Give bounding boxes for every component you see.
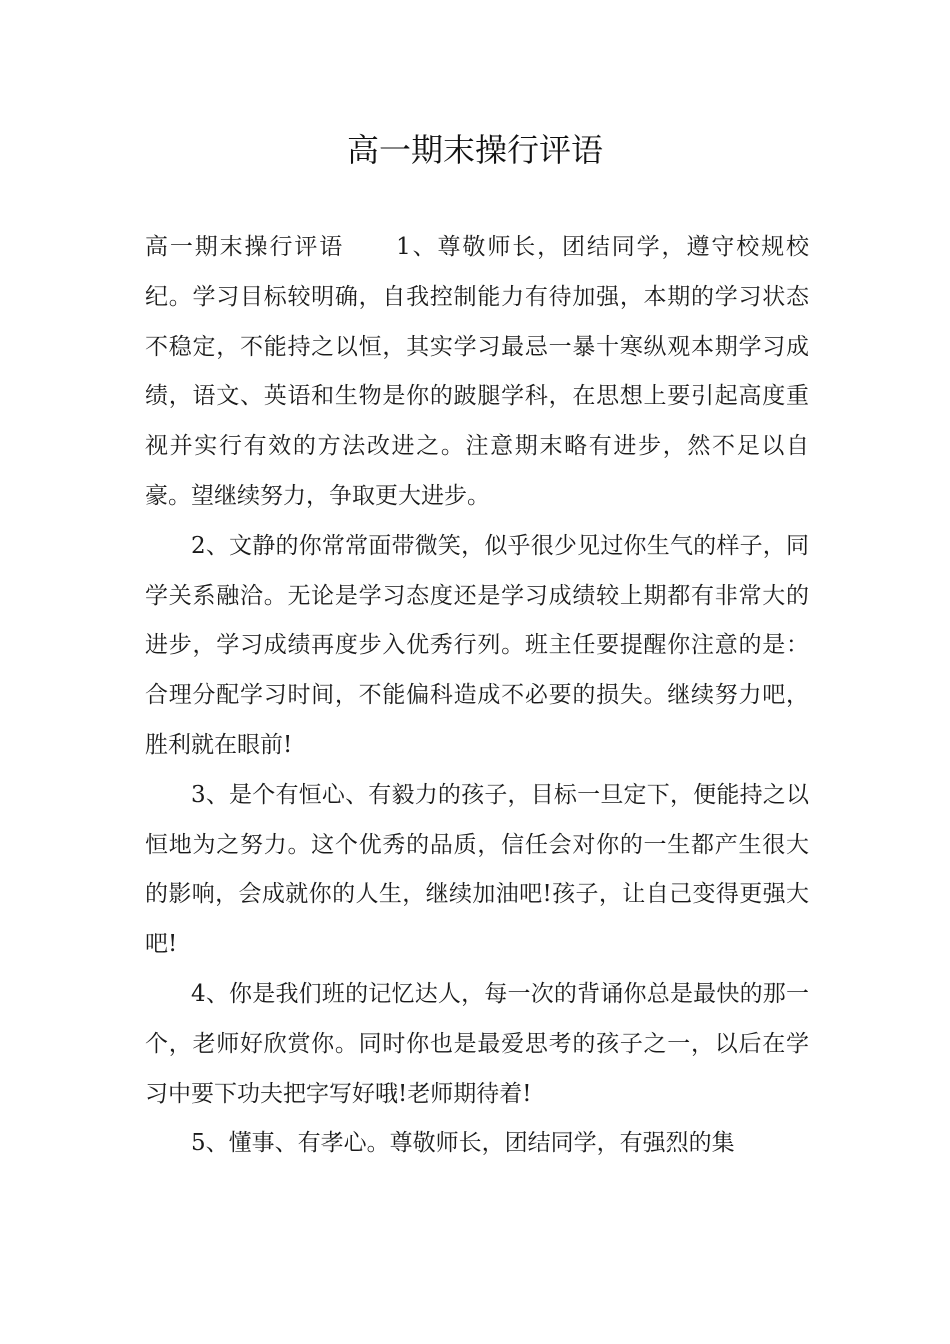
intro-heading: 高一期末操行评语	[145, 234, 345, 260]
document-body	[145, 223, 809, 1169]
page-title: 高一期末操行评语	[346, 131, 603, 169]
paragraph-4: 4、你是我们班的记忆达人，每一次的背诵你总是最快的那一个，老师好欣赏你。同时你也是最爱思考的孩子之一，以后在学习中要下功夫把字写好哦!老师期待着!	[145, 980, 809, 1107]
paragraph-3: 3、是个有恒心、有毅力的孩子，目标一旦定下，便能持之以恒地为之努力。这个优秀的品质，信任会对你的一生都产生很大的影响，会成就你的人生，继续加油吧!孩子，让自己变得更强大吧!	[145, 781, 809, 958]
paragraph-5: 5、懂事、有孝心。尊敬师长，团结同学，有强烈的集	[191, 1130, 735, 1157]
paragraph-1	[145, 223, 809, 522]
paragraph-1-text: 1、尊敬师长，团结同学，遵守校规校纪。学习目标较明确，自我控制能力有待加强，本期的学习状态不稳定，不能持之以恒，其实学习最忌一暴十寒纵观本期学习成绩，语文、英语和生物是你的跛腿学科，在思想上要引起高度重视并实行有效的方法改进之。注意期末略有进步，然不足以自豪。望继续努力，争取更大进步。	[145, 234, 809, 509]
paragraph-2: 2、文静的你常常面带微笑，似乎很少见过你生气的样子，同学关系融洽。无论是学习态度还是学习成绩较上期都有非常大的进步，学习成绩再度步入优秀行列。班主任要提醒你注意的是：合理分配学习时间，不能偏科造成不必要的损失。继续努力吧，胜利就在眼前!	[145, 532, 809, 758]
